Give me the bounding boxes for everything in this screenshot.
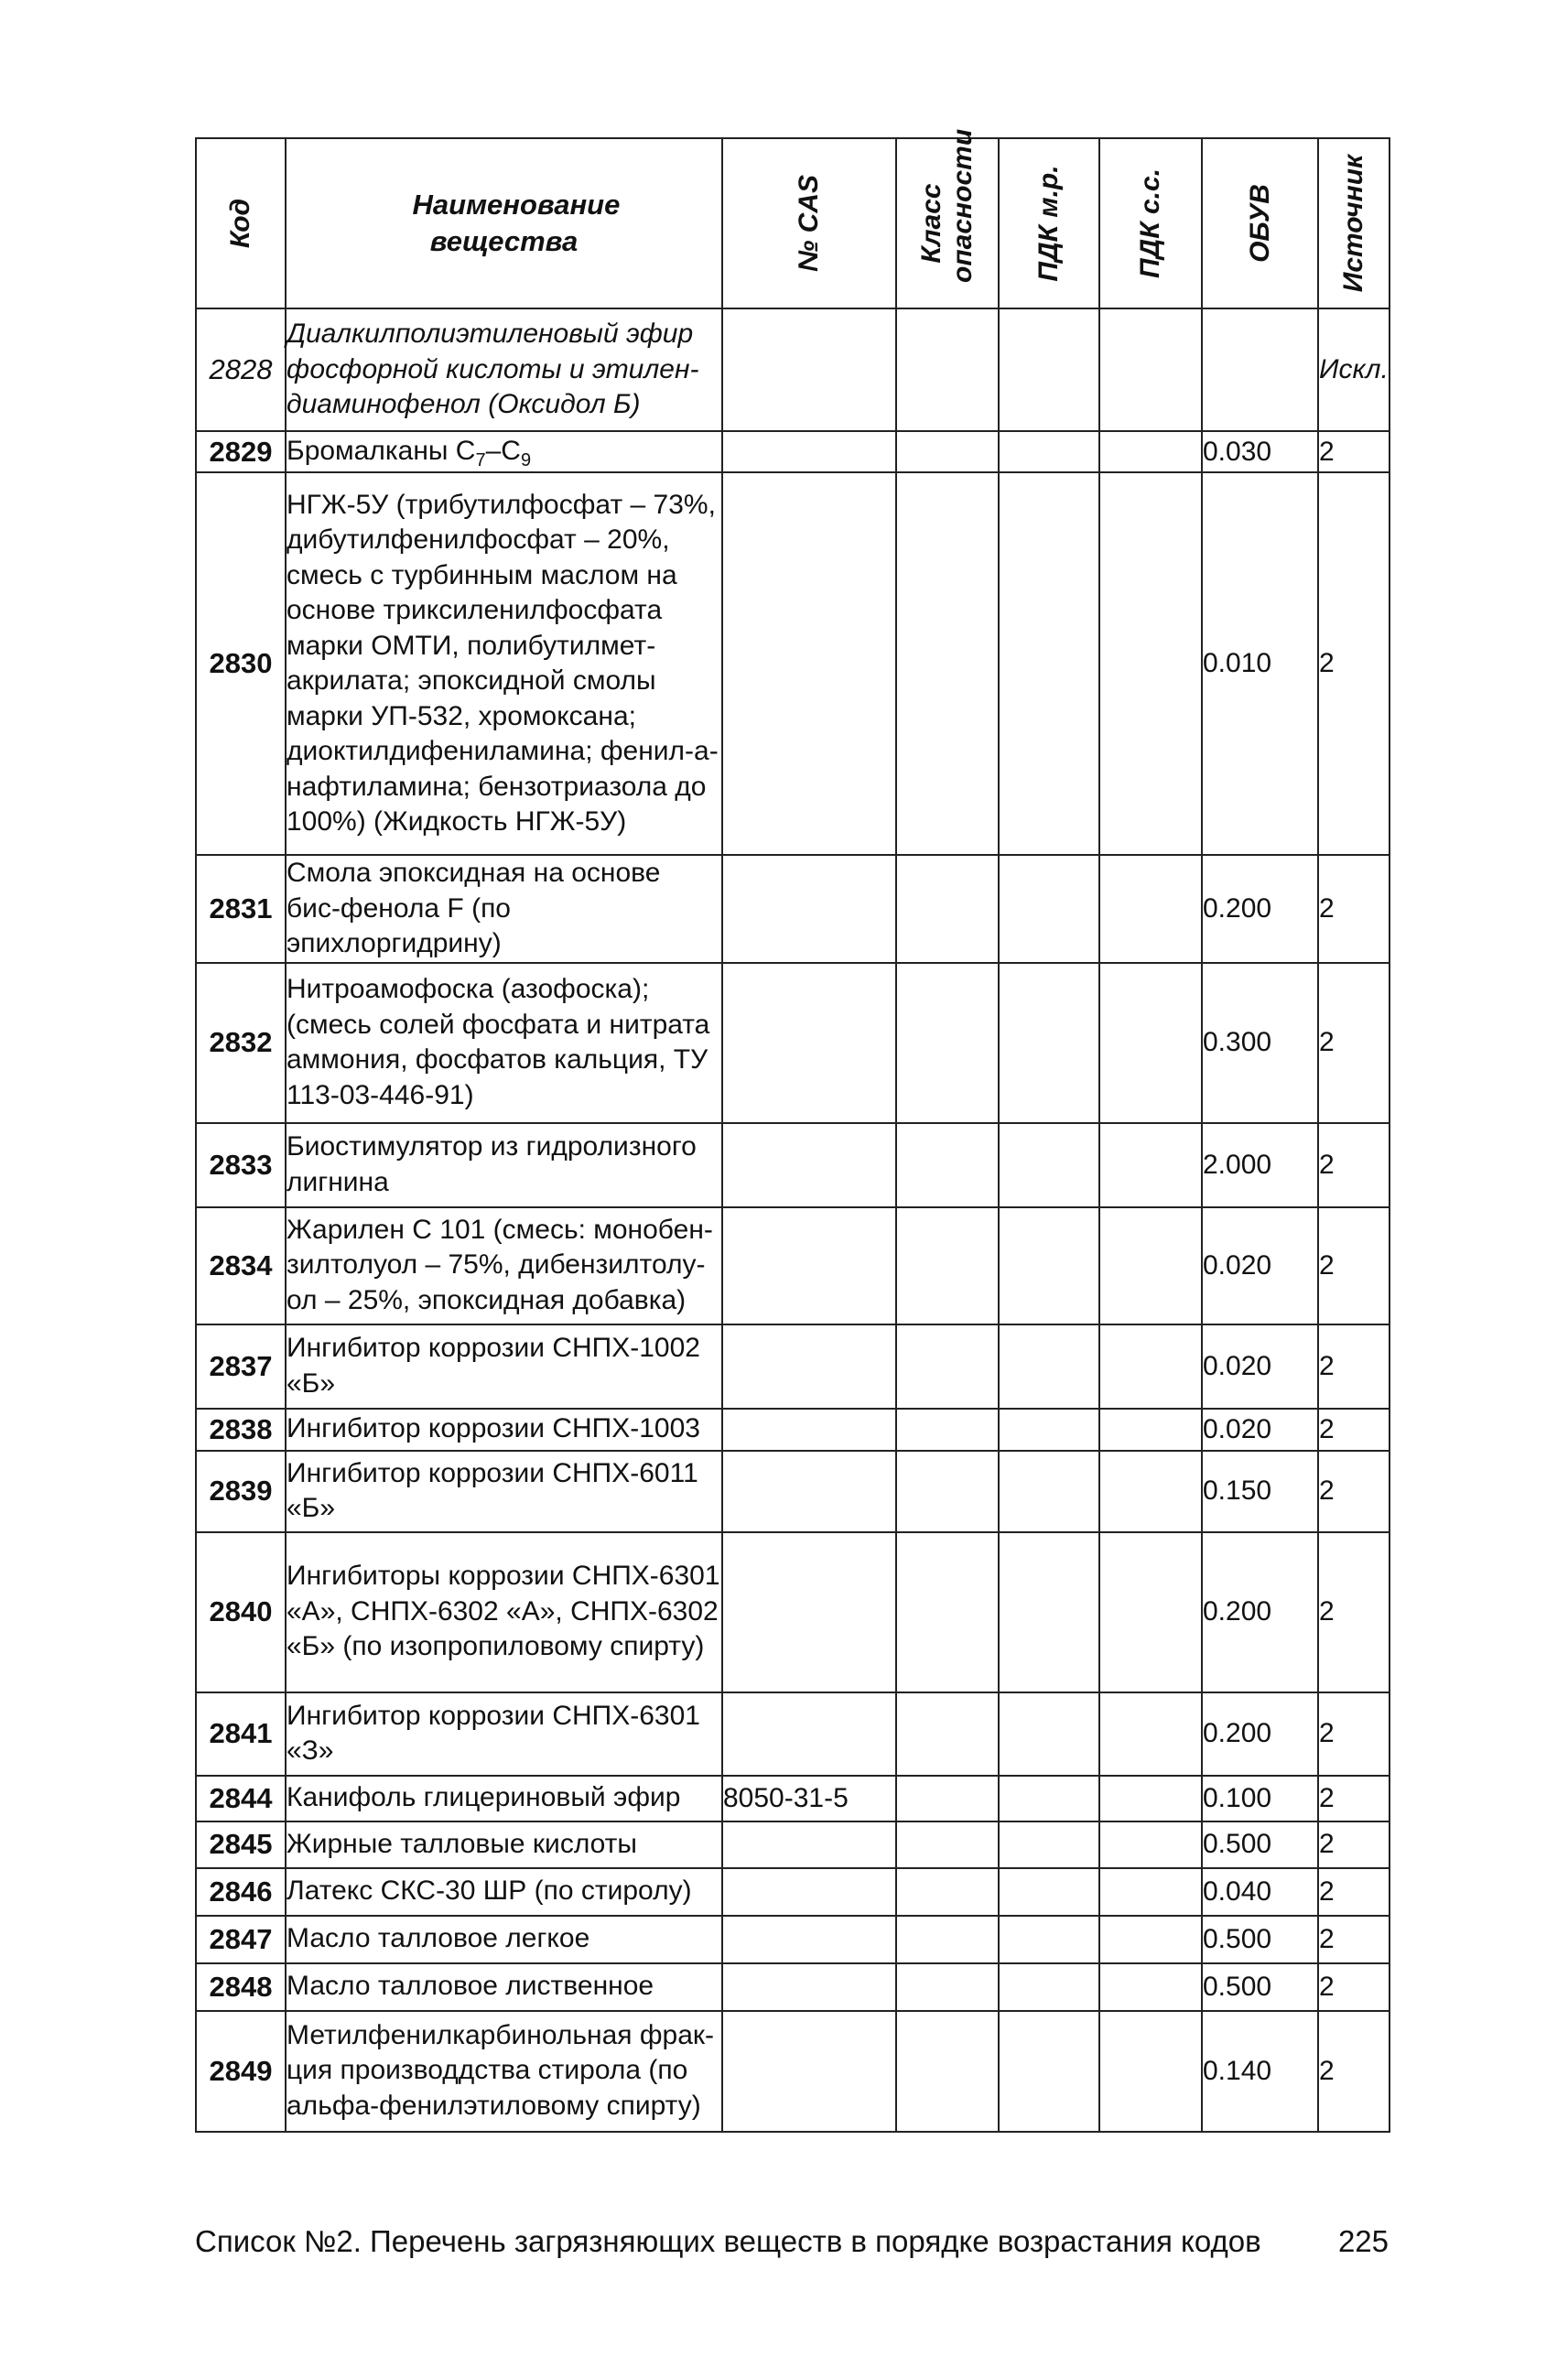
cell-hazard-class [896,1451,999,1532]
cell-pdk-ss [1099,1916,1202,1963]
cell-hazard-class [896,1963,999,2011]
cell-source: 2 [1318,1963,1390,2011]
cell-obuv [1202,308,1318,431]
cell-source: 2 [1318,1868,1390,1916]
page-number: 225 [1337,2224,1389,2258]
cell-code: 2849 [196,2011,286,2132]
cell-pdk-mr [999,963,1099,1123]
cell-pdk-mr [999,1916,1099,1963]
cell-pdk-ss [1099,1821,1202,1868]
cell-name: Жарилен С 101 (смесь: монобен-зилтолуол – 75%, дибензилтолу-ол – 25%, эпоксидная добавка) [286,1207,722,1324]
cell-cas [722,1324,896,1409]
cell-name: Биостимулятор из гидролизного лигнина [286,1123,722,1207]
cell-name: Ингибитор коррозии СНПХ-1002 «Б» [286,1324,722,1409]
cell-pdk-ss [1099,1532,1202,1692]
cell-pdk-mr [999,2011,1099,2132]
cell-code: 2830 [196,472,286,855]
cell-pdk-ss [1099,2011,1202,2132]
cell-cas [722,431,896,472]
cell-pdk-ss [1099,1324,1202,1409]
cell-pdk-mr [999,1207,1099,1324]
cell-hazard-class [896,1409,999,1451]
cell-cas [722,1409,896,1451]
cell-hazard-class [896,472,999,855]
cell-name: Нитроамофоска (азофоска); (смесь солей фосфата и нитрата аммония, фосфатов кальция, ТУ 113-03-446-91) [286,963,722,1123]
table-row [196,1451,1390,1532]
cell-pdk-ss [1099,1207,1202,1324]
cell-hazard-class [896,1123,999,1207]
cell-code: 2838 [196,1409,286,1451]
cell-pdk-mr [999,1776,1099,1821]
cell-pdk-mr [999,308,1099,431]
cell-pdk-ss [1099,472,1202,855]
cell-code: 2848 [196,1963,286,2011]
cell-cas [722,1821,896,1868]
cell-pdk-ss [1099,1963,1202,2011]
cell-cas [722,308,896,431]
cell-obuv: 0.140 [1202,2011,1318,2132]
cell-obuv: 0.200 [1202,1692,1318,1776]
header-hazard-class: Класс опасности [896,138,999,308]
cell-cas [722,1451,896,1532]
cell-code: 2841 [196,1692,286,1776]
cell-pdk-mr [999,1692,1099,1776]
cell-cas [722,855,896,963]
cell-pdk-mr [999,431,1099,472]
cell-name: Метилфенилкарбинольная фрак-ция производдства стирола (по альфа-фенилэтиловому спирту) [286,2011,722,2132]
cell-hazard-class [896,1532,999,1692]
cell-pdk-mr [999,1532,1099,1692]
cell-source: 2 [1318,1409,1390,1451]
cell-name: Ингибитор коррозии СНПХ-6011 «Б» [286,1451,722,1532]
cell-name: Жирные талловые кислоты [286,1821,722,1868]
cell-obuv: 0.500 [1202,1963,1318,2011]
cell-source: 2 [1318,2011,1390,2132]
cell-code: 2845 [196,1821,286,1868]
cell-pdk-ss [1099,1409,1202,1451]
pollutants-table [195,128,1390,2133]
cell-code: 2844 [196,1776,286,1821]
cell-pdk-ss [1099,1868,1202,1916]
cell-hazard-class [896,1821,999,1868]
header-obuv: ОБУВ [1202,138,1318,308]
cell-pdk-mr [999,1963,1099,2011]
cell-obuv: 0.200 [1202,855,1318,963]
header-pdk-ss: ПДК с.с. [1099,138,1202,308]
cell-hazard-class [896,1324,999,1409]
table-row [196,308,1390,431]
cell-code: 2839 [196,1451,286,1532]
cell-code: 2833 [196,1123,286,1207]
header-cas: № CAS [722,138,896,308]
cell-pdk-ss [1099,1692,1202,1776]
cell-source: Искл. [1318,308,1390,431]
cell-obuv: 0.040 [1202,1868,1318,1916]
cell-cas: 8050-31-5 [722,1776,896,1821]
cell-hazard-class [896,855,999,963]
cell-source: 2 [1318,1692,1390,1776]
cell-name: Ингибитор коррозии СНПХ-1003 [286,1409,722,1451]
cell-name: Латекс СКС-30 ШР (по стиролу) [286,1868,722,1916]
cell-source: 2 [1318,1532,1390,1692]
cell-code: 2828 [196,308,286,431]
cell-source: 2 [1318,1821,1390,1868]
cell-obuv: 0.030 [1202,431,1318,472]
table-row [196,1776,1390,1821]
cell-code: 2847 [196,1916,286,1963]
cell-obuv: 0.150 [1202,1451,1318,1532]
table-row [196,855,1390,963]
cell-source: 2 [1318,1451,1390,1532]
cell-pdk-mr [999,1868,1099,1916]
cell-name: Канифоль глицериновый эфир [286,1776,722,1821]
cell-name: Смола эпоксидная на основе бис-фенола F (по эпихлоргидрину) [286,855,722,963]
cell-pdk-ss [1099,963,1202,1123]
cell-obuv: 0.300 [1202,963,1318,1123]
table-row [196,1532,1390,1692]
cell-hazard-class [896,963,999,1123]
table-row [196,472,1390,855]
table-row [196,1324,1390,1409]
header-name: Наименование вещества [286,138,722,308]
cell-source: 2 [1318,1123,1390,1207]
table-header-row [196,138,1390,308]
cell-code: 2837 [196,1324,286,1409]
cell-pdk-mr [999,1821,1099,1868]
cell-obuv: 0.200 [1202,1532,1318,1692]
cell-obuv: 0.010 [1202,472,1318,855]
cell-cas [722,1123,896,1207]
cell-cas [722,472,896,855]
cell-pdk-ss [1099,1123,1202,1207]
cell-hazard-class [896,1868,999,1916]
cell-cas [722,963,896,1123]
running-footer-title: Список №2. Перечень загрязняющих веществ в порядке возрастания кодов [195,2224,1261,2258]
table-row [196,1868,1390,1916]
cell-pdk-ss [1099,855,1202,963]
cell-pdk-ss [1099,1451,1202,1532]
cell-code: 2840 [196,1532,286,1692]
header-pdk-mr: ПДК м.р. [999,138,1099,308]
cell-name: НГЖ-5У (трибутилфосфат – 73%, дибутилфенилфосфат – 20%, смесь с турбинным маслом на основе триксиленилфосфата марки ОМТИ, полибутилмет-акрилата; эпоксидной смолы марки УП-532, хромоксана; диоктилдифениламина; фенил-а-нафтиламина; бензотриазола до 100%) (Жидкость НГЖ-5У) [286,472,722,855]
cell-pdk-ss [1099,308,1202,431]
cell-pdk-mr [999,1123,1099,1207]
cell-obuv: 0.020 [1202,1207,1318,1324]
cell-cas [722,1868,896,1916]
cell-source: 2 [1318,1916,1390,1963]
table-row [196,963,1390,1123]
cell-cas [722,1692,896,1776]
cell-obuv: 0.020 [1202,1324,1318,1409]
cell-source: 2 [1318,963,1390,1123]
cell-hazard-class [896,1207,999,1324]
table-row [196,2011,1390,2132]
cell-source: 2 [1318,1776,1390,1821]
cell-name: Диалкилполиэтиленовый эфир фосфорной кислоты и этилен-диаминофенол (Оксидол Б) [286,308,722,431]
cell-source: 2 [1318,472,1390,855]
cell-cas [722,1207,896,1324]
cell-pdk-mr [999,472,1099,855]
cell-code: 2846 [196,1868,286,1916]
cell-pdk-ss [1099,1776,1202,1821]
cell-pdk-ss [1099,431,1202,472]
cell-hazard-class [896,1776,999,1821]
table-row [196,1692,1390,1776]
table-row [196,1821,1390,1868]
cell-hazard-class [896,1692,999,1776]
cell-hazard-class [896,2011,999,2132]
cell-pdk-mr [999,855,1099,963]
cell-code: 2834 [196,1207,286,1324]
cell-cas [722,2011,896,2132]
header-source: Источник [1318,138,1390,308]
table-row [196,1207,1390,1324]
cell-pdk-mr [999,1451,1099,1532]
cell-name: Бромалканы $C_7-C_9$ [286,431,722,472]
header-code: Код [196,138,286,308]
cell-cas [722,1916,896,1963]
cell-source: 2 [1318,431,1390,472]
cell-code: 2829 [196,431,286,472]
table-row [196,1123,1390,1207]
table-row [196,1916,1390,1963]
cell-name: Масло талловое легкое [286,1916,722,1963]
cell-cas [722,1532,896,1692]
table-row [196,1409,1390,1451]
cell-cas [722,1963,896,2011]
table-row [196,431,1390,472]
cell-name: Ингибиторы коррозии СНПХ-6301 «А», СНПХ-6302 «А», СНПХ-6302 «Б» (по изопропиловому спирту) [286,1532,722,1692]
cell-hazard-class [896,1916,999,1963]
cell-source: 2 [1318,1324,1390,1409]
cell-code: 2831 [196,855,286,963]
cell-obuv: 0.500 [1202,1916,1318,1963]
cell-pdk-mr [999,1409,1099,1451]
cell-source: 2 [1318,1207,1390,1324]
cell-name: Ингибитор коррозии СНПХ-6301 «З» [286,1692,722,1776]
cell-pdk-mr [999,1324,1099,1409]
cell-hazard-class [896,308,999,431]
cell-obuv: 0.500 [1202,1821,1318,1868]
cell-obuv: 0.100 [1202,1776,1318,1821]
cell-code: 2832 [196,963,286,1123]
cell-hazard-class [896,431,999,472]
cell-obuv: 2.000 [1202,1123,1318,1207]
table-row [196,1963,1390,2011]
cell-name: Масло талловое лиственное [286,1963,722,2011]
cell-source: 2 [1318,855,1390,963]
cell-obuv: 0.020 [1202,1409,1318,1451]
